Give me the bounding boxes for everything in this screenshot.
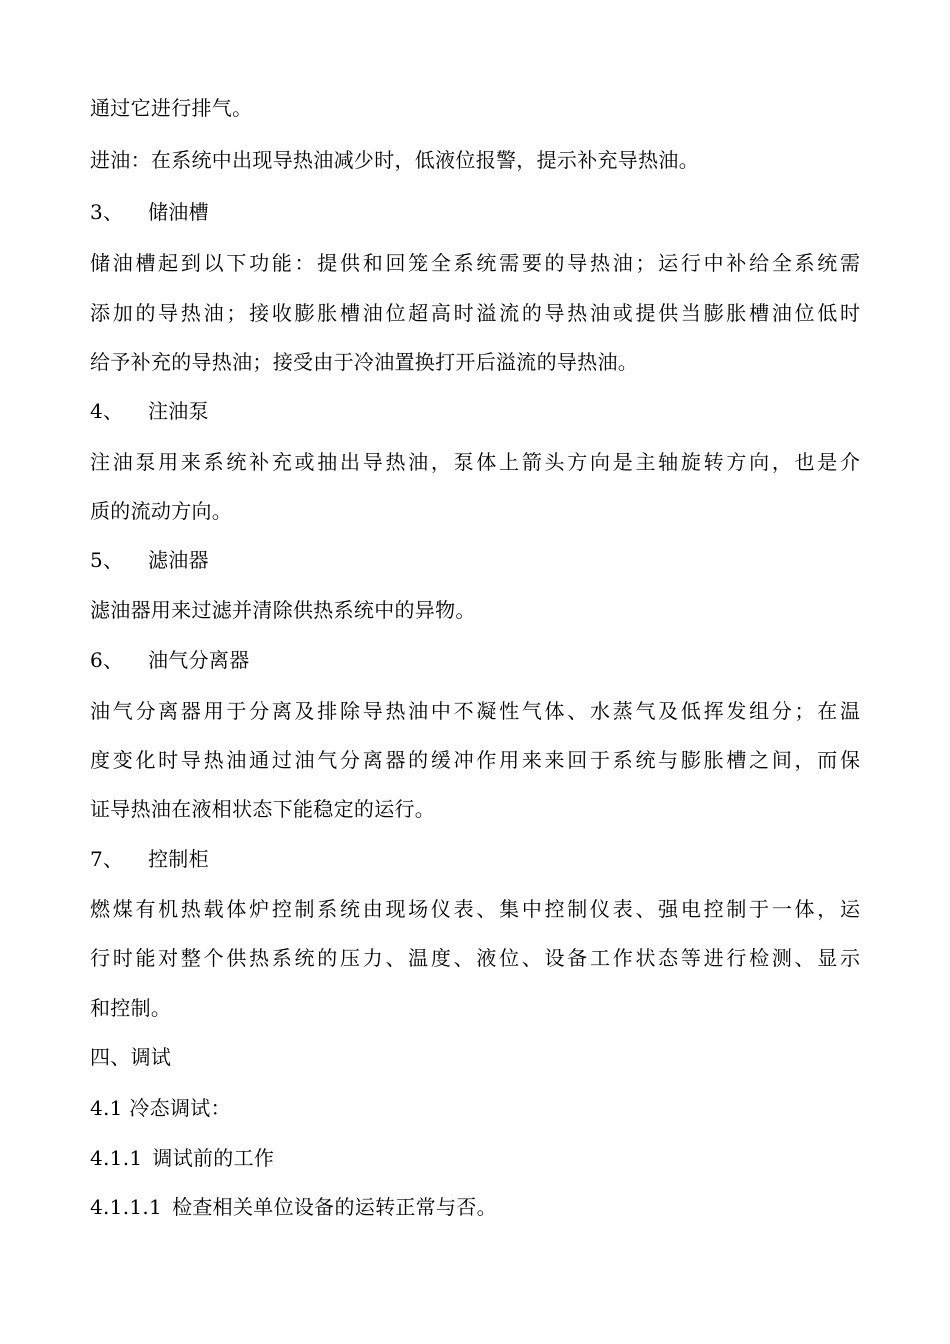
body-text-line: 油气分离器用于分离及排除导热油中不凝性气体、水蒸气及低挥发组分；在温 xyxy=(90,699,860,723)
subsection-heading: 4.1 冷态调试： xyxy=(90,1096,231,1120)
section-number: 6、 xyxy=(90,648,124,672)
section-heading-4 xyxy=(90,399,860,423)
body-text-line: 燃煤有机热载体炉控制系统由现场仪表、集中控制仪表、强电控制于一体，运 xyxy=(90,897,860,921)
section-number: 3、 xyxy=(90,200,124,224)
section-number: 4.1.1 xyxy=(90,1146,143,1170)
section-title: 调试前的工作 xyxy=(152,1146,275,1170)
chapter-heading: 四、调试 xyxy=(90,1045,172,1069)
section-number: 7、 xyxy=(90,847,124,871)
subsection-heading-4-1-1 xyxy=(90,1146,860,1170)
body-text-line: 度变化时导热油通过油气分离器的缓冲作用来来回于系统与膨胀槽之间，而保 xyxy=(90,748,860,772)
section-title: 注油泵 xyxy=(148,399,209,423)
section-number: 4.1.1.1 xyxy=(90,1195,163,1219)
section-number: 4、 xyxy=(90,399,124,423)
section-heading-7 xyxy=(90,847,860,871)
section-heading-6 xyxy=(90,648,860,672)
body-text-line: 和控制。 xyxy=(90,996,172,1020)
section-title: 控制柜 xyxy=(148,847,209,871)
body-text-line: 证导热油在液相状态下能稳定的运行。 xyxy=(90,797,436,821)
section-title: 滤油器 xyxy=(148,548,209,572)
section-title: 油气分离器 xyxy=(148,648,250,672)
section-title: 检查相关单位设备的运转正常与否。 xyxy=(172,1195,497,1219)
body-text-line: 质的流动方向。 xyxy=(90,499,233,523)
section-heading-3 xyxy=(90,200,860,224)
body-text-line: 储油槽起到以下功能：提供和回笼全系统需要的导热油；运行中补给全系统需 xyxy=(90,251,860,275)
body-text-line: 给予补充的导热油；接受由于冷油置换打开后溢流的导热油。 xyxy=(90,350,639,374)
body-text-line: 行时能对整个供热系统的压力、温度、液位、设备工作状态等进行检测、显示 xyxy=(90,946,860,970)
section-heading-5 xyxy=(90,548,860,572)
body-text-line: 注油泵用来系统补充或抽出导热油，泵体上箭头方向是主轴旋转方向，也是介 xyxy=(90,450,860,474)
body-text-line: 通过它进行排气。 xyxy=(90,96,253,120)
subsection-heading-4-1-1-1 xyxy=(90,1195,860,1219)
section-number: 5、 xyxy=(90,548,124,572)
section-title: 储油槽 xyxy=(148,200,209,224)
body-text-line: 添加的导热油；接收膨胀槽油位超高时溢流的导热油或提供当膨胀槽油位低时 xyxy=(90,301,860,325)
body-text-line: 进油：在系统中出现导热油减少时，低液位报警，提示补充导热油。 xyxy=(90,148,699,172)
body-text-line: 滤油器用来过滤并清除供热系统中的异物。 xyxy=(90,598,476,622)
